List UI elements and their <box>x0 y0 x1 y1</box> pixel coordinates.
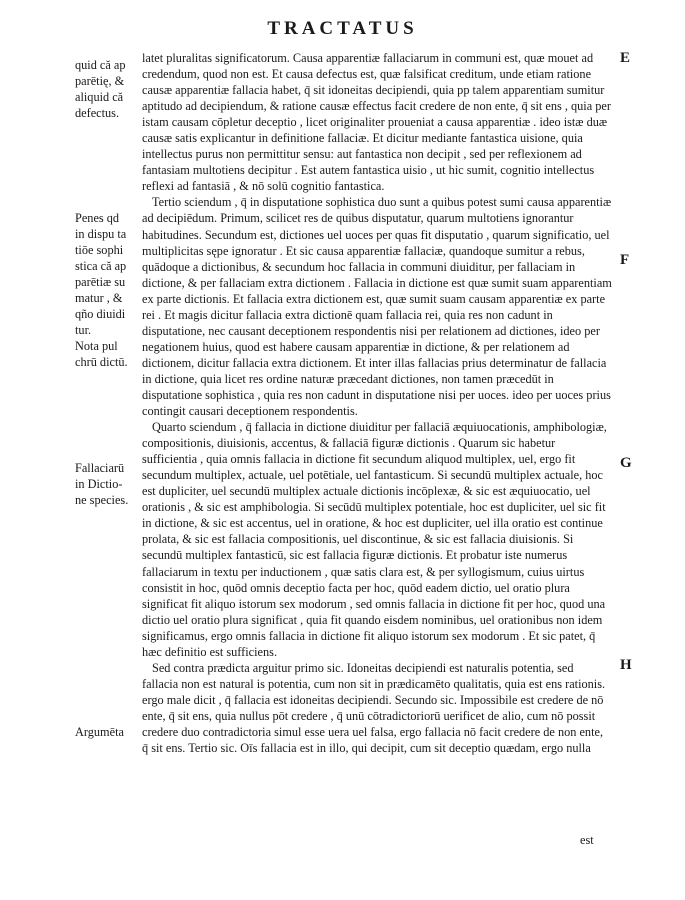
gloss-line: Fallaciarū <box>75 461 125 475</box>
margin-gloss-fallaciarum <box>75 460 145 508</box>
margin-letter-e: E <box>620 50 631 66</box>
gloss-line: parētiæ su <box>75 275 126 289</box>
gloss-line: parētię, & <box>75 74 125 88</box>
margin-gloss-quid <box>75 57 145 121</box>
margin-gloss-penes <box>75 210 145 338</box>
margin-letter-h: H <box>620 657 632 673</box>
page-header: TRACTATUS <box>267 18 418 39</box>
margin-gloss-nota <box>75 338 145 370</box>
gloss-line: qño diuidi <box>75 307 126 321</box>
paragraph-argumenta: Sed contra prædicta arguitur primo sic. Idoneitas decipiendi est naturalis potentia, sed fallacia non est natural is potentia, cum non sit in prædicamēto qualitatis, quia est ens rationis. ergo male dicit , q̄ fallacia est idoneitas decipiendi. Secundo sic. Impossibile est credere de nō ente, q̄ sit ens, quia nullus pōt credere , q̄ unū cōtradictoriorū uerificet de alio, cum nō possit credere duo contradictoria simul esse uera uel falsa, ergo fallacia nō facit credere de non ente, q̄ sit ens. Tertio sic. Oīs fallacia est in illo, qui decipit, cum sit deceptio quædam, ergo nulla <box>142 660 606 756</box>
gloss-line: Penes qd <box>75 211 120 225</box>
gloss-line: defectus. <box>75 106 120 120</box>
gloss-line: in Dictio- <box>75 477 123 491</box>
paragraph-continuation: latet pluralitas significatorum. Causa apparentiæ fallaciarum in communi est, quæ mouet ad credendum, quod non est. Et causa defectus est, quæ falsificat creditum, unde etiam ratione causæ apparentiæ fallacia habet, q̄ sit idoneitas decipiendi, quia pp talem apparentiam sumitur aptitudo ad decipiendum, & ratione causæ effectus facit credere de non ente, q̄ sit ens , quia per istam causam cōpletur deceptio , licet originaliter proueniat a causa apparentiæ . ideo istæ duæ causæ satis explicantur in definitione fallaciæ. Et dicitur mediante fantastica uisione, quia intellectus purus non permittitur sensu: aut fantastica non decipit , sed per reflexionem ad fantasiam multotiens decipitur . Est autem fantastica uisio , ut hic sumit, cognitio intellectus reflexi ad fantasiā , & nō solū cognitio fantastica. <box>142 51 611 194</box>
gloss-line: in dispu ta <box>75 227 127 241</box>
gloss-line: quid că ap <box>75 58 126 72</box>
margin-gloss-argumenta <box>75 724 145 740</box>
gloss-line: chrū dictū. <box>75 355 128 369</box>
margin-letter-g: G <box>620 455 632 471</box>
paragraph-tertio: Tertio sciendum , q̄ in disputatione sophistica duo sunt a quibus potest sumi causa apparentiæ ad decipiēdum. Primum, scilicet res de quibus disputatur, quarum multotiens ignorantur habitudines. Secundum est, dictiones uel uoces per quas fit disputatio , quarum significatio, uel multiplicitas sępe ignoratur . Et sic causa apparentiæ fallaciæ, quandoque sumitur a rebus, quādoque a dictionibus, & secundum hoc fallacia in communi diuiditur, per fallaciam in dictione, & per fallaciam extra dictionem . Fallacia in dictione est quæ sumit suam apparentiam ex parte dictionis. Et fallacia extra dictionem est, quæ sumit suam causam apparentiæ ex parte rei . Et magis dicitur fallacia extra dictionē quam fallacia rei, quia res non cadunt in disputatione, nec causant deceptionem respondentis nisi per relationem ad dictiones, ideo per negationem huius, quod est habere causam apparentiæ in dictione, & per relationem ad dictionem, dicitur fallacia extra dictionem. Et inter illas fallacias prius determinatur de fallacia in dictione, quia licet res ordine naturæ præcedant dictiones, non tamen præcedūt in disputatione sophistica , quia res non cadunt in disputatione nisi per uoces. ideo per uoces prius contingit causari deceptionem respondentis. <box>142 195 612 419</box>
gloss-line: tur. <box>75 323 92 337</box>
catchword: est <box>580 833 594 847</box>
margin-letter-f: F <box>620 252 630 268</box>
main-text <box>142 50 612 756</box>
gloss-line: aliquid că <box>75 90 124 104</box>
gloss-line: Argumēta <box>75 725 124 739</box>
gloss-line: matur , & <box>75 291 123 305</box>
gloss-line: ne species. <box>75 493 129 507</box>
paragraph-quarto: Quarto sciendum , q̄ fallacia in dictione diuiditur per fallaciā æquiuocationis, amphibologiæ, compositionis, diuisionis, accentus, & fallaciā figuræ dictionis . Quarum sic habetur sufficientia , quia omnis fallacia in dictione fit secundum aliquod multiplex, uel, ergo fit secundum multiplex, actuale, uel potētiale, uel fantasticum. Si secundū multiplex actuale, hoc est dupliciter, uel secundū multiplex actuale dictionis incōplexæ, & sic est æquiuocatio, uel orationis , & sic est amphibologia. Si secūdū multiplex potentiale, hoc est dupliciter, uel sic fit in dictione, & sic est accentus, uel in oratione, & hoc est dupliciter, uel illa oratio est continue prolata, & sic est fallacia compositionis, uel discontinue, & sic est fallacia diuisionis. Si secundū multiplex fantasticū, sic est fallacia figuræ dictionis. Et probatur iste numerus fallaciarum in textu per inductionem , quæ satis clara est, & per syllogismum, cuius uirtus consistit in hoc, quōd omnis deceptio facta per hoc, quōd eadem dictio, uel oratio plura significat fit aliquo istorum sex modorum , sed omnis fallacia in dictione fit per hoc, quod una dictio uel oratio plura significat , quia fit quando eisdem nominibus, uel orationibus non idem significamus, ergo omnis fallacia in dictione fit aliquo istorum sex modorum . Et sic patet, q̄ hæc definitio est sufficiens. <box>142 420 607 659</box>
gloss-line: tiōe sophi <box>75 243 124 257</box>
gloss-line: Nota pul <box>75 339 118 353</box>
gloss-line: stica că ap <box>75 259 127 273</box>
